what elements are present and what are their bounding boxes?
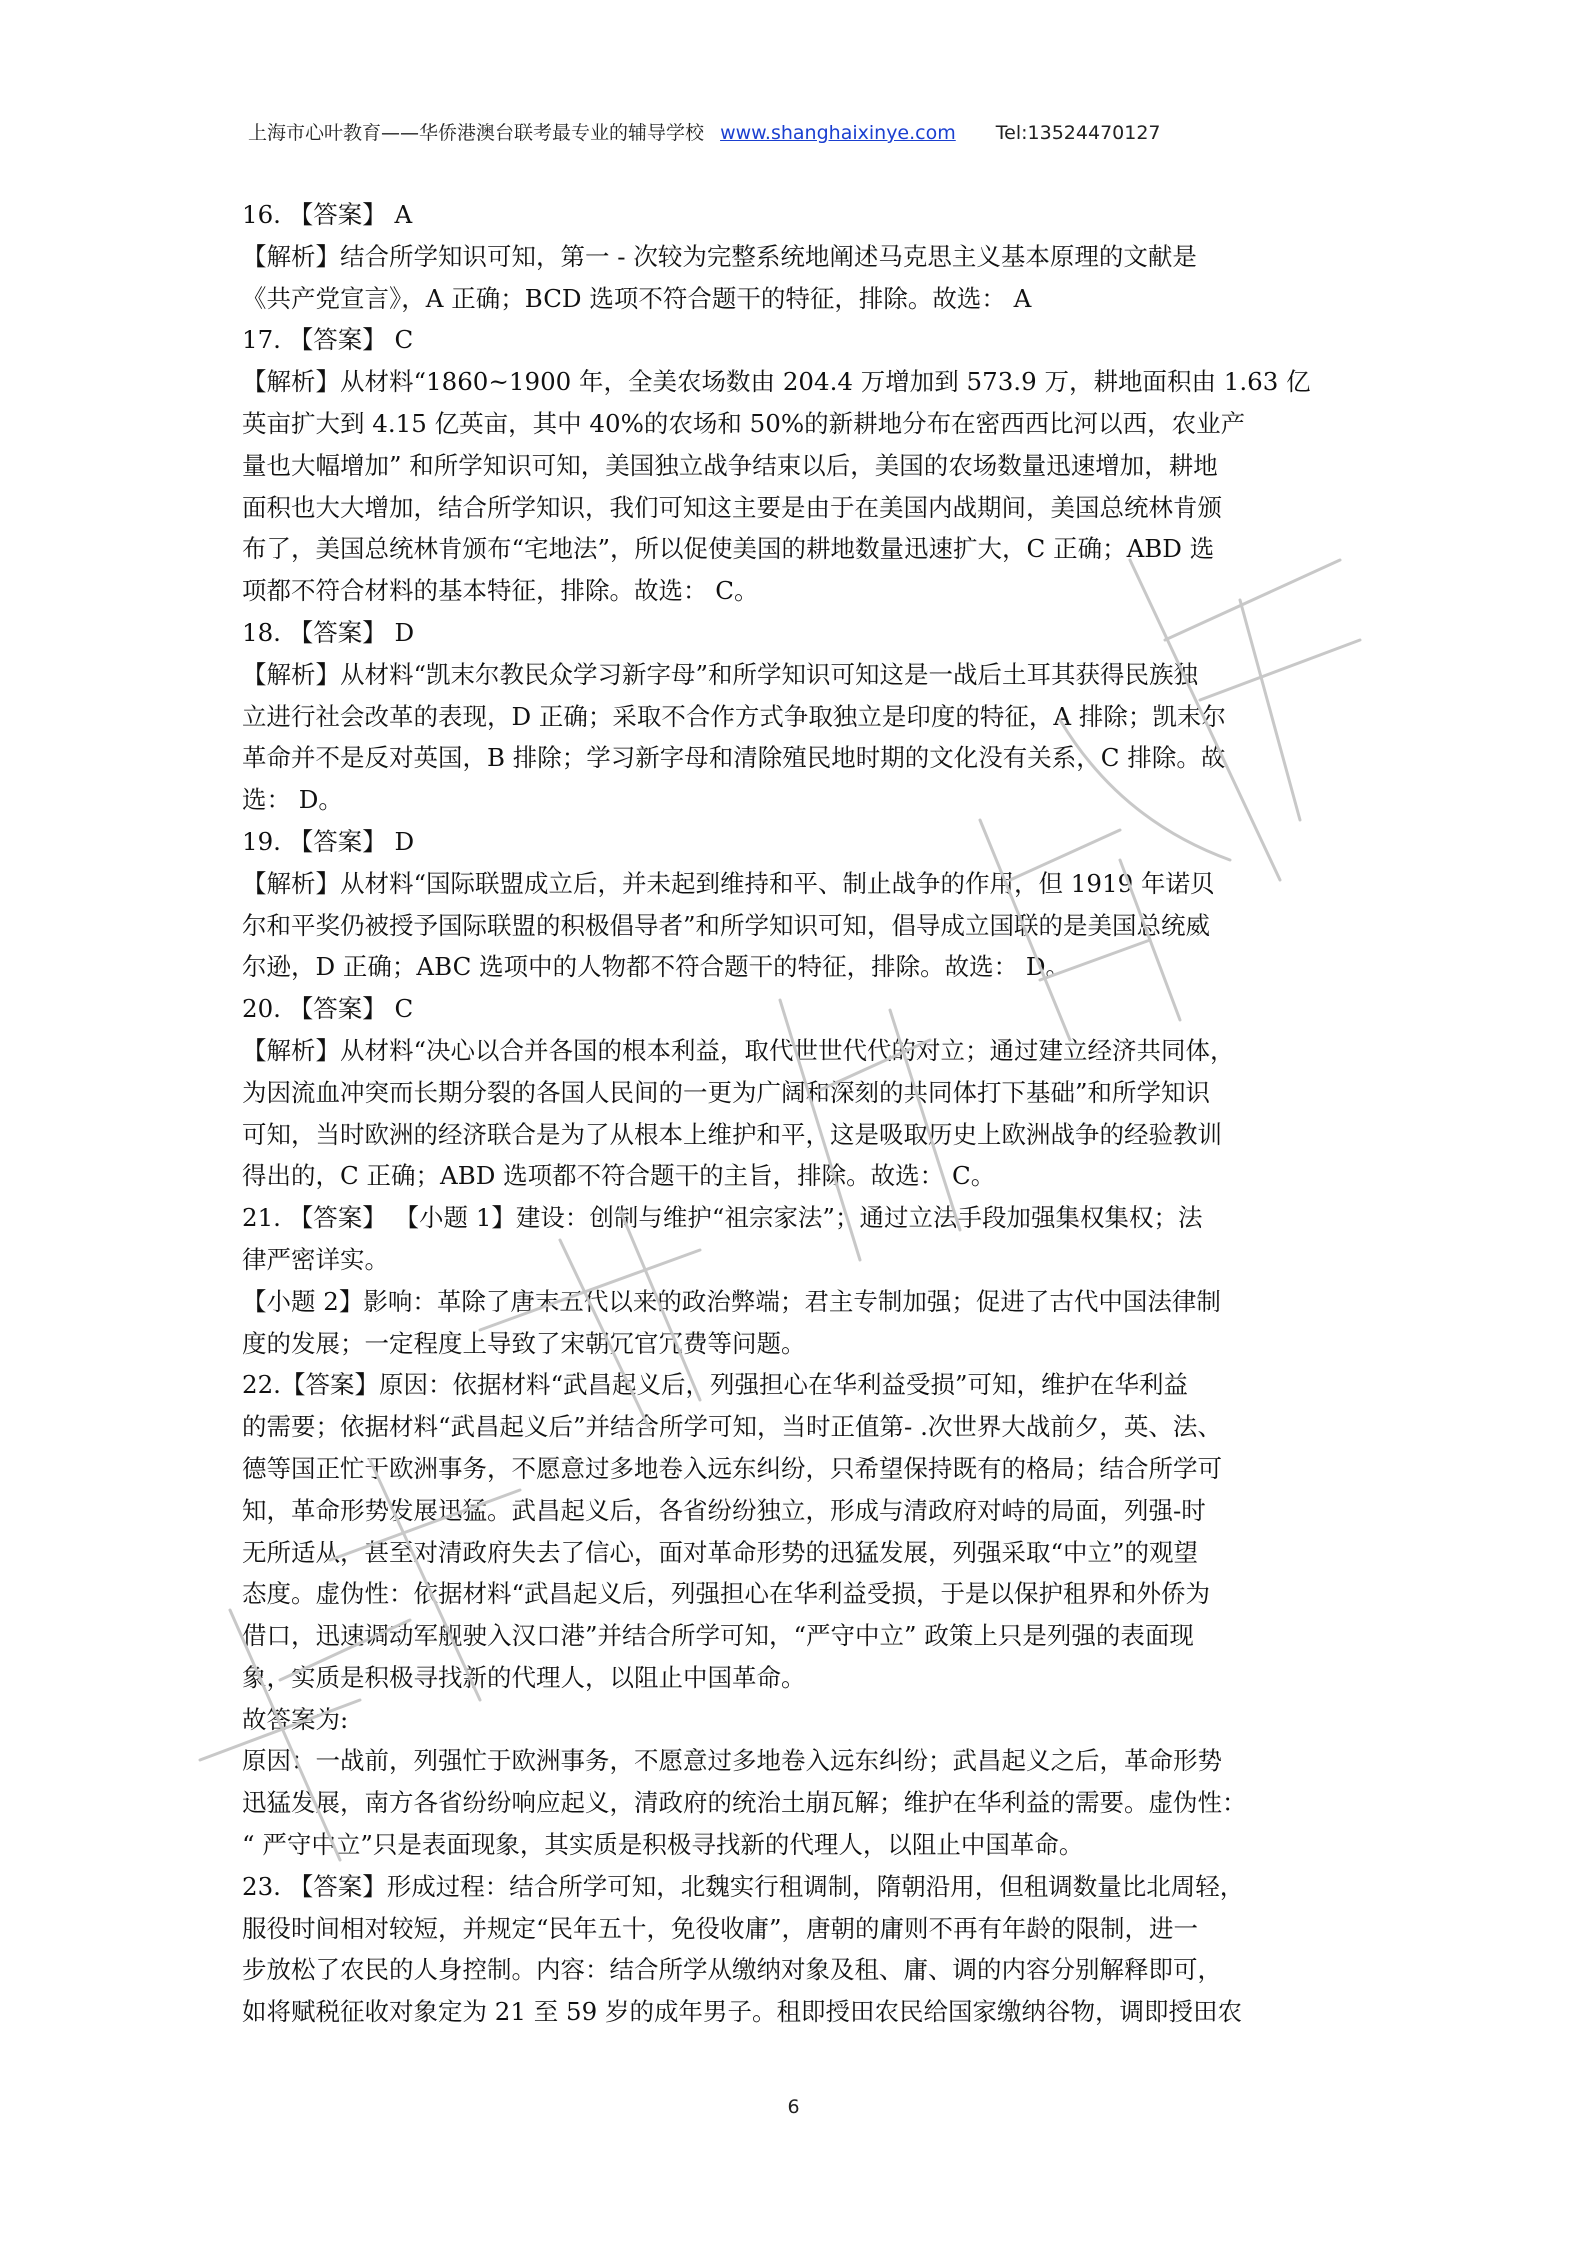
text-line: 象，实质是积极寻找新的代理人，以阻止中国革命。: [242, 1662, 806, 1692]
answer-content: [242, 194, 1352, 2033]
text-line: 《共产党宣言》，A 正确；BCD 选项不符合题干的特征，排除。故选： A: [242, 283, 1032, 313]
text-line: 得出的，C 正确；ABD 选项都不符合题干的主旨，排除。故选： C。: [242, 1161, 996, 1191]
text-line: 23. 【答案】形成过程：结合所学可知，北魏实行租调制，隋朝沿用，但租调数量比北周轻，: [242, 1871, 1245, 1901]
text-line: 迅猛发展，南方各省纷纷响应起义，清政府的统治土崩瓦解；维护在华利益的需要。虚伪性：: [242, 1788, 1247, 1818]
text-line: 故答案为:: [242, 1704, 349, 1734]
text-line: 态度。虚伪性：依据材料“武昌起义后，列强担心在华利益受损，于是以保护租界和外侨为: [242, 1579, 1211, 1609]
text-line: 【小题 2】影响：革除了唐末五代以来的政治弊端；君主专制加强；促进了古代中国法律制: [242, 1286, 1221, 1316]
text-line: 无所适从，甚至对清政府失去了信心，面对革命形势的迅猛发展，列强采取“中立”的观望: [242, 1537, 1199, 1567]
text-line: 22.【答案】原因：依据材料“武昌起义后，列强担心在华利益受损”可知，维护在华利益: [242, 1370, 1189, 1400]
text-line: 步放松了农民的人身控制。内容：结合所学从缴纳对象及租、庸、调的内容分别解释即可，: [242, 1955, 1222, 1985]
text-line: 知，革命形势发展迅猛。武昌起义后，各省纷纷独立，形成与清政府对峙的局面，列强-时: [242, 1495, 1206, 1525]
text-line: 19. 【答案】 D: [242, 826, 415, 856]
text-line: 【解析】结合所学知识可知，第一 - 次较为完整系统地阐述马克思主义基本原理的文献是: [242, 241, 1197, 271]
text-line: 面积也大大增加，结合所学知识，我们可知这主要是由于在美国内战期间，美国总统林肯颁: [242, 492, 1222, 522]
text-line: 布了，美国总统林肯颁布“宅地法”，所以促使美国的耕地数量迅速扩大，C 正确；ABD 选: [242, 534, 1215, 564]
text-line: 原因：一战前，列强忙于欧洲事务，不愿意过多地卷入远东纠纷；武昌起义之后，革命形势: [242, 1746, 1222, 1776]
text-line: 量也大幅增加” 和所学知识可知，美国独立战争结束以后，美国的农场数量迅速增加，耕地: [242, 450, 1218, 480]
text-line: 度的发展；一定程度上导致了宋朝冗官冗费等问题。: [242, 1328, 806, 1358]
text-line: 【解析】从材料“决心以合并各国的根本利益，取代世世代代的对立；通过建立经济共同体，: [242, 1035, 1235, 1065]
header-org: 上海市心叶教育——华侨港澳台联考最专业的辅导学校: [248, 122, 705, 144]
text-line: 尔逊，D 正确；ABC 选项中的人物都不符合题干的特征，排除。故选： D。: [242, 952, 1071, 982]
text-line: 借口，迅速调动军舰驶入汉口港”并结合所学可知，“严守中立” 政策上只是列强的表面现: [242, 1621, 1194, 1651]
text-line: 的需要；依据材料“武昌起义后”并结合所学可知，当时正值第- .次世界大战前夕，英、法、: [242, 1412, 1222, 1442]
text-line: 尔和平奖仍被授予国际联盟的积极倡导者”和所学知识可知，倡导成立国联的是美国总统威: [242, 910, 1211, 940]
text-line: 革命并不是反对英国，B 排除；学习新字母和清除殖民地时期的文化没有关系，C 排除。故: [242, 743, 1226, 773]
text-line: 选： D。: [242, 785, 343, 815]
text-line: 【解析】从材料“1860~1900 年，全美农场数由 204.4 万增加到 573.9 万，耕地面积由 1.63 亿: [242, 367, 1311, 397]
text-line: 德等国正忙于欧洲事务，不愿意过多地卷入远东纠纷，只希望保持既有的格局；结合所学可: [242, 1453, 1222, 1483]
text-line: “ 严守中立”只是表面现象，其实质是积极寻找新的代理人，以阻止中国革命。: [242, 1830, 1084, 1860]
text-line: 为因流血冲突而长期分裂的各国人民间的一更为广阔和深刻的共同体打下基础”和所学知识: [242, 1077, 1211, 1107]
text-line: 项都不符合材料的基本特征，排除。故选： C。: [242, 576, 759, 606]
text-line: 20. 【答案】 C: [242, 994, 414, 1024]
text-line: 立进行社会改革的表现，D 正确；采取不合作方式争取独立是印度的特征，A 排除；凯末尔: [242, 701, 1226, 731]
text-line: 服役时间相对较短，并规定“民年五十，免役收庸”，唐朝的庸则不再有年龄的限制，进一: [242, 1913, 1199, 1943]
text-line: 如将赋税征收对象定为 21 至 59 岁的成年男子。租即授田农民给国家缴纳谷物，调即授田农: [242, 1997, 1242, 2027]
text-line: 【解析】从材料“凯末尔教民众学习新字母”和所学知识可知这是一战后土耳其获得民族独: [242, 659, 1199, 689]
text-line: 21. 【答案】 【小题 1】建设：创制与维护“祖宗家法”；通过立法手段加强集权集权；法: [242, 1203, 1203, 1233]
text-line: 18. 【答案】 D: [242, 617, 415, 647]
text-line: 16. 【答案】 A: [242, 200, 413, 229]
header-website-link[interactable]: www.shanghaixinye.com: [720, 122, 956, 144]
text-line: 律严密详实。: [242, 1244, 389, 1274]
text-line: 英亩扩大到 4.15 亿英亩，其中 40%的农场和 50%的新耕地分布在密西西比河以西，农业产: [242, 408, 1246, 438]
text-line: 17. 【答案】 C: [242, 325, 414, 355]
text-line: 可知，当时欧洲的经济联合是为了从根本上维护和平，这是吸取历史上欧洲战争的经验教训: [242, 1119, 1222, 1149]
page-header: [248, 118, 1348, 145]
text-line: 【解析】从材料“国际联盟成立后，并未起到维持和平、制止战争的作用，但 1919 年诺贝: [242, 868, 1215, 898]
page-number: 6: [787, 2096, 800, 2118]
header-tel: Tel:13524470127: [995, 122, 1161, 144]
